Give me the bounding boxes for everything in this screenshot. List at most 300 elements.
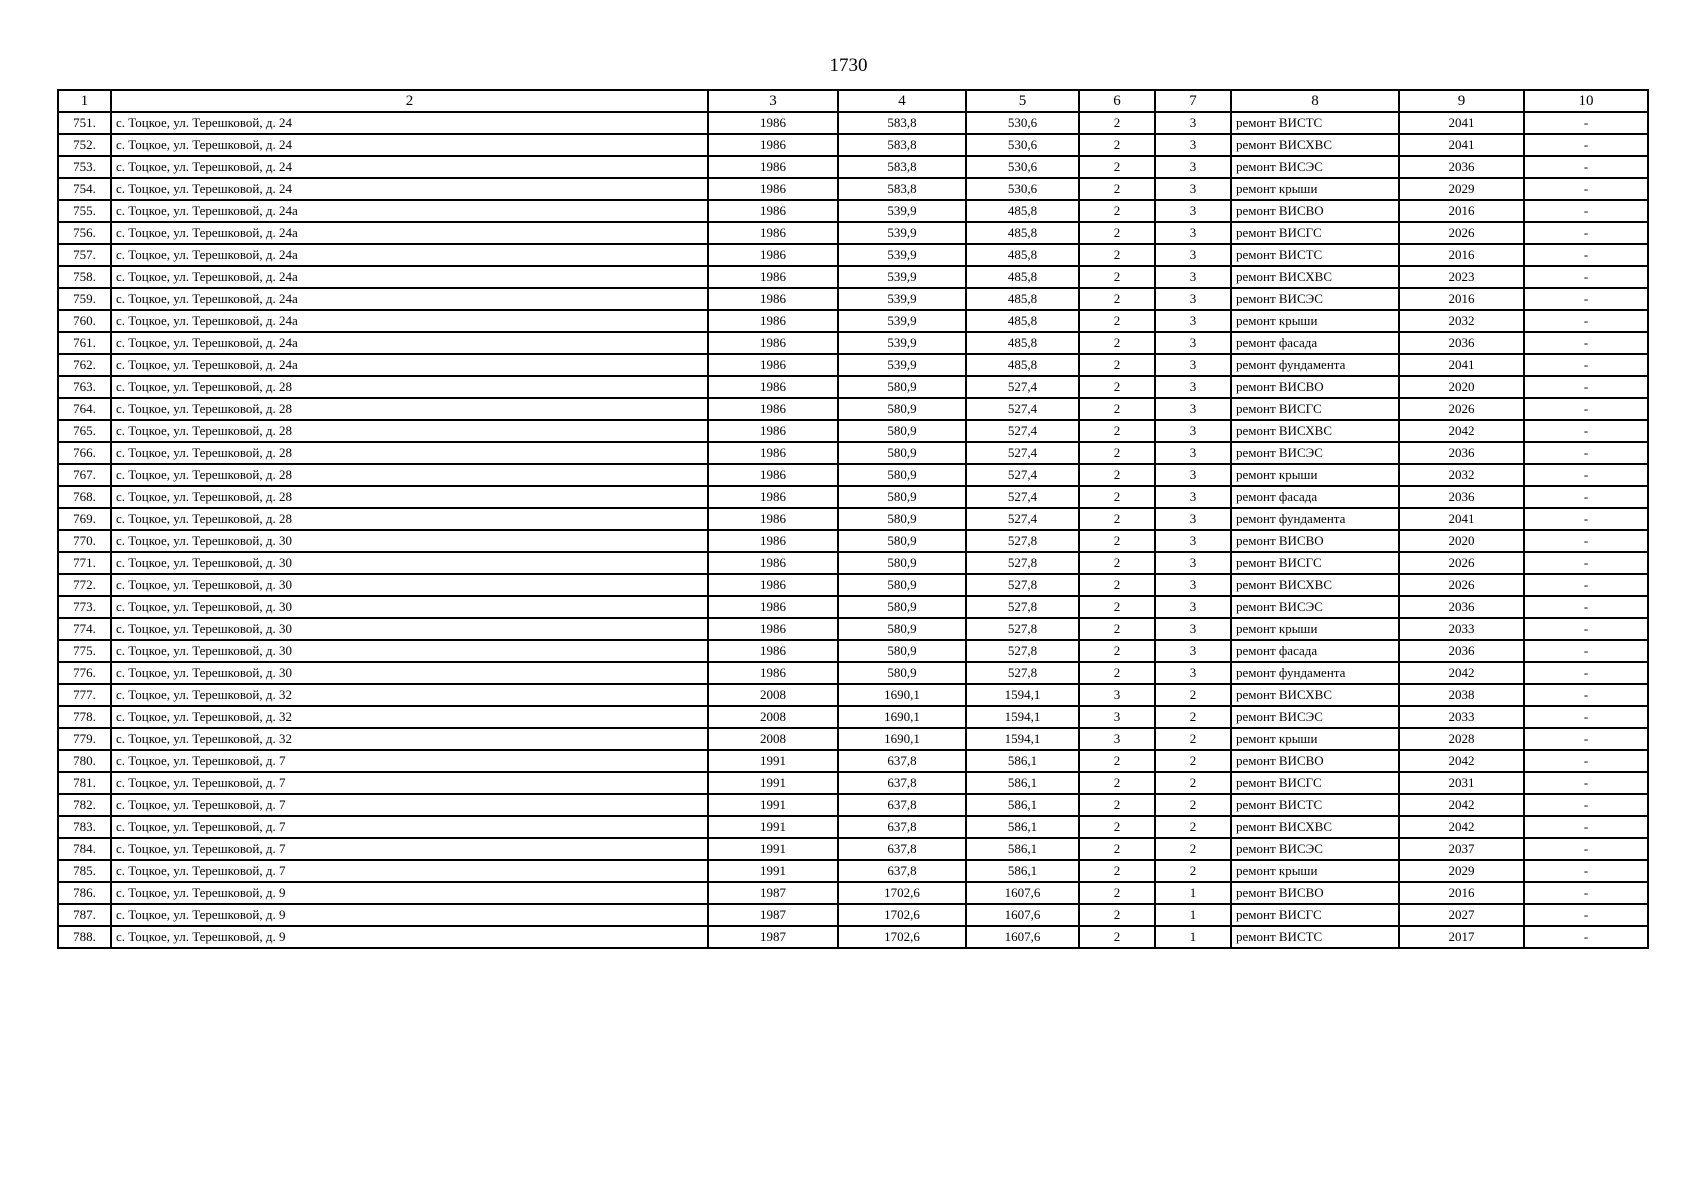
cell-floors: 2 — [1079, 530, 1155, 552]
cell-address: с. Тоцкое, ул. Терешковой, д. 7 — [111, 838, 708, 860]
cell-total-area: 539,9 — [838, 332, 966, 354]
cell-floors: 2 — [1079, 860, 1155, 882]
cell-row-number: 783. — [58, 816, 111, 838]
cell-planned-year: 2042 — [1399, 420, 1524, 442]
cell-note: - — [1524, 266, 1648, 288]
cell-planned-year: 2036 — [1399, 640, 1524, 662]
cell-row-number: 767. — [58, 464, 111, 486]
cell-entrances: 3 — [1155, 222, 1231, 244]
cell-note: - — [1524, 926, 1648, 948]
table-row — [58, 574, 1648, 596]
cell-entrances: 3 — [1155, 244, 1231, 266]
cell-year-built: 1986 — [708, 332, 838, 354]
cell-note: - — [1524, 662, 1648, 684]
cell-row-number: 775. — [58, 640, 111, 662]
cell-row-number: 776. — [58, 662, 111, 684]
cell-address: с. Тоцкое, ул. Терешковой, д. 28 — [111, 442, 708, 464]
cell-address: с. Тоцкое, ул. Терешковой, д. 28 — [111, 508, 708, 530]
cell-planned-year: 2033 — [1399, 706, 1524, 728]
cell-year-built: 1986 — [708, 662, 838, 684]
cell-address: с. Тоцкое, ул. Терешковой, д. 30 — [111, 596, 708, 618]
table-row — [58, 640, 1648, 662]
cell-floors: 2 — [1079, 442, 1155, 464]
cell-work-type: ремонт ВИСТС — [1231, 244, 1399, 266]
cell-year-built: 1986 — [708, 398, 838, 420]
cell-floors: 2 — [1079, 222, 1155, 244]
cell-row-number: 765. — [58, 420, 111, 442]
cell-living-area: 485,8 — [966, 200, 1079, 222]
column-header-3: 3 — [708, 90, 838, 112]
cell-entrances: 3 — [1155, 398, 1231, 420]
cell-address: с. Тоцкое, ул. Терешковой, д. 28 — [111, 420, 708, 442]
cell-year-built: 1987 — [708, 882, 838, 904]
cell-entrances: 2 — [1155, 794, 1231, 816]
cell-planned-year: 2027 — [1399, 904, 1524, 926]
cell-living-area: 530,6 — [966, 112, 1079, 134]
cell-row-number: 770. — [58, 530, 111, 552]
cell-row-number: 781. — [58, 772, 111, 794]
cell-entrances: 3 — [1155, 618, 1231, 640]
register-table — [57, 89, 1649, 949]
cell-row-number: 782. — [58, 794, 111, 816]
cell-total-area: 539,9 — [838, 244, 966, 266]
cell-year-built: 1986 — [708, 574, 838, 596]
table-row — [58, 552, 1648, 574]
cell-planned-year: 2041 — [1399, 134, 1524, 156]
cell-work-type: ремонт ВИСЭС — [1231, 288, 1399, 310]
page-number: 1730 — [829, 55, 868, 76]
cell-total-area: 580,9 — [838, 464, 966, 486]
cell-total-area: 539,9 — [838, 354, 966, 376]
cell-planned-year: 2041 — [1399, 508, 1524, 530]
table-row — [58, 266, 1648, 288]
cell-row-number: 760. — [58, 310, 111, 332]
table-row — [58, 838, 1648, 860]
cell-planned-year: 2017 — [1399, 926, 1524, 948]
cell-total-area: 539,9 — [838, 266, 966, 288]
cell-floors: 3 — [1079, 684, 1155, 706]
cell-note: - — [1524, 112, 1648, 134]
cell-floors: 2 — [1079, 816, 1155, 838]
cell-work-type: ремонт ВИСТС — [1231, 926, 1399, 948]
cell-row-number: 780. — [58, 750, 111, 772]
cell-entrances: 3 — [1155, 112, 1231, 134]
cell-note: - — [1524, 442, 1648, 464]
cell-year-built: 2008 — [708, 706, 838, 728]
cell-living-area: 586,1 — [966, 772, 1079, 794]
cell-total-area: 1690,1 — [838, 728, 966, 750]
cell-year-built: 1986 — [708, 376, 838, 398]
cell-entrances: 3 — [1155, 156, 1231, 178]
cell-row-number: 759. — [58, 288, 111, 310]
cell-work-type: ремонт крыши — [1231, 728, 1399, 750]
table-row — [58, 816, 1648, 838]
cell-note: - — [1524, 684, 1648, 706]
cell-total-area: 580,9 — [838, 442, 966, 464]
cell-planned-year: 2016 — [1399, 288, 1524, 310]
cell-planned-year: 2016 — [1399, 244, 1524, 266]
cell-work-type: ремонт крыши — [1231, 618, 1399, 640]
column-header-2: 2 — [111, 90, 708, 112]
cell-entrances: 3 — [1155, 266, 1231, 288]
table-row — [58, 222, 1648, 244]
cell-work-type: ремонт ВИСТС — [1231, 794, 1399, 816]
cell-total-area: 580,9 — [838, 574, 966, 596]
cell-year-built: 1986 — [708, 112, 838, 134]
cell-entrances: 2 — [1155, 772, 1231, 794]
cell-note: - — [1524, 882, 1648, 904]
cell-total-area: 580,9 — [838, 486, 966, 508]
table-row — [58, 596, 1648, 618]
cell-note: - — [1524, 156, 1648, 178]
table-row — [58, 486, 1648, 508]
column-header-1: 1 — [58, 90, 111, 112]
cell-planned-year: 2033 — [1399, 618, 1524, 640]
cell-year-built: 1986 — [708, 420, 838, 442]
column-header-10: 10 — [1524, 90, 1648, 112]
cell-address: с. Тоцкое, ул. Терешковой, д. 32 — [111, 706, 708, 728]
cell-row-number: 772. — [58, 574, 111, 596]
table-row — [58, 860, 1648, 882]
cell-floors: 2 — [1079, 354, 1155, 376]
cell-address: с. Тоцкое, ул. Терешковой, д. 24 — [111, 134, 708, 156]
cell-living-area: 527,4 — [966, 376, 1079, 398]
table-row — [58, 794, 1648, 816]
cell-entrances: 3 — [1155, 178, 1231, 200]
cell-planned-year: 2037 — [1399, 838, 1524, 860]
cell-note: - — [1524, 332, 1648, 354]
cell-floors: 2 — [1079, 178, 1155, 200]
cell-floors: 2 — [1079, 882, 1155, 904]
cell-row-number: 766. — [58, 442, 111, 464]
cell-year-built: 1986 — [708, 442, 838, 464]
cell-total-area: 580,9 — [838, 552, 966, 574]
cell-living-area: 586,1 — [966, 794, 1079, 816]
cell-living-area: 527,8 — [966, 618, 1079, 640]
table-row — [58, 772, 1648, 794]
cell-note: - — [1524, 310, 1648, 332]
table-row — [58, 530, 1648, 552]
cell-living-area: 485,8 — [966, 332, 1079, 354]
cell-living-area: 1594,1 — [966, 684, 1079, 706]
cell-year-built: 1991 — [708, 816, 838, 838]
cell-total-area: 580,9 — [838, 530, 966, 552]
cell-address: с. Тоцкое, ул. Терешковой, д. 9 — [111, 904, 708, 926]
cell-planned-year: 2036 — [1399, 332, 1524, 354]
cell-row-number: 752. — [58, 134, 111, 156]
cell-planned-year: 2038 — [1399, 684, 1524, 706]
cell-work-type: ремонт ВИСВО — [1231, 882, 1399, 904]
cell-planned-year: 2029 — [1399, 860, 1524, 882]
cell-living-area: 586,1 — [966, 860, 1079, 882]
cell-row-number: 756. — [58, 222, 111, 244]
cell-row-number: 755. — [58, 200, 111, 222]
cell-entrances: 2 — [1155, 838, 1231, 860]
cell-work-type: ремонт ВИСЭС — [1231, 442, 1399, 464]
cell-year-built: 1986 — [708, 354, 838, 376]
cell-note: - — [1524, 640, 1648, 662]
cell-note: - — [1524, 838, 1648, 860]
cell-planned-year: 2020 — [1399, 530, 1524, 552]
cell-address: с. Тоцкое, ул. Терешковой, д. 24 — [111, 156, 708, 178]
cell-total-area: 583,8 — [838, 112, 966, 134]
cell-living-area: 485,8 — [966, 222, 1079, 244]
cell-year-built: 1986 — [708, 508, 838, 530]
cell-year-built: 1986 — [708, 310, 838, 332]
table-row — [58, 750, 1648, 772]
cell-note: - — [1524, 464, 1648, 486]
cell-work-type: ремонт крыши — [1231, 464, 1399, 486]
cell-note: - — [1524, 222, 1648, 244]
cell-note: - — [1524, 178, 1648, 200]
cell-address: с. Тоцкое, ул. Терешковой, д. 28 — [111, 464, 708, 486]
cell-row-number: 768. — [58, 486, 111, 508]
cell-planned-year: 2020 — [1399, 376, 1524, 398]
cell-living-area: 527,4 — [966, 486, 1079, 508]
cell-work-type: ремонт крыши — [1231, 310, 1399, 332]
cell-work-type: ремонт ВИСВО — [1231, 376, 1399, 398]
cell-address: с. Тоцкое, ул. Терешковой, д. 9 — [111, 926, 708, 948]
table-row — [58, 112, 1648, 134]
cell-entrances: 3 — [1155, 420, 1231, 442]
cell-living-area: 586,1 — [966, 750, 1079, 772]
cell-floors: 2 — [1079, 266, 1155, 288]
cell-row-number: 757. — [58, 244, 111, 266]
cell-total-area: 637,8 — [838, 750, 966, 772]
cell-living-area: 530,6 — [966, 134, 1079, 156]
cell-living-area: 527,8 — [966, 574, 1079, 596]
cell-planned-year: 2032 — [1399, 310, 1524, 332]
cell-address: с. Тоцкое, ул. Терешковой, д. 28 — [111, 376, 708, 398]
cell-year-built: 1991 — [708, 750, 838, 772]
cell-floors: 2 — [1079, 332, 1155, 354]
table-row — [58, 420, 1648, 442]
table-row — [58, 398, 1648, 420]
cell-work-type: ремонт фасада — [1231, 640, 1399, 662]
cell-total-area: 539,9 — [838, 200, 966, 222]
cell-floors: 2 — [1079, 640, 1155, 662]
cell-living-area: 527,8 — [966, 640, 1079, 662]
cell-entrances: 1 — [1155, 926, 1231, 948]
cell-address: с. Тоцкое, ул. Терешковой, д. 24а — [111, 288, 708, 310]
cell-address: с. Тоцкое, ул. Терешковой, д. 24а — [111, 266, 708, 288]
cell-note: - — [1524, 508, 1648, 530]
cell-floors: 3 — [1079, 706, 1155, 728]
table-header-row — [58, 90, 1648, 112]
cell-planned-year: 2036 — [1399, 596, 1524, 618]
cell-total-area: 539,9 — [838, 222, 966, 244]
cell-note: - — [1524, 420, 1648, 442]
cell-note: - — [1524, 772, 1648, 794]
cell-living-area: 527,8 — [966, 596, 1079, 618]
cell-work-type: ремонт фундамента — [1231, 354, 1399, 376]
cell-year-built: 1991 — [708, 860, 838, 882]
cell-address: с. Тоцкое, ул. Терешковой, д. 7 — [111, 816, 708, 838]
cell-floors: 2 — [1079, 244, 1155, 266]
cell-year-built: 1991 — [708, 794, 838, 816]
cell-living-area: 485,8 — [966, 354, 1079, 376]
cell-planned-year: 2023 — [1399, 266, 1524, 288]
cell-note: - — [1524, 530, 1648, 552]
cell-floors: 2 — [1079, 750, 1155, 772]
cell-planned-year: 2042 — [1399, 816, 1524, 838]
cell-year-built: 1986 — [708, 288, 838, 310]
table-row — [58, 882, 1648, 904]
cell-floors: 2 — [1079, 486, 1155, 508]
cell-entrances: 3 — [1155, 288, 1231, 310]
cell-floors: 2 — [1079, 552, 1155, 574]
cell-address: с. Тоцкое, ул. Терешковой, д. 30 — [111, 574, 708, 596]
cell-entrances: 3 — [1155, 442, 1231, 464]
cell-note: - — [1524, 376, 1648, 398]
cell-year-built: 1991 — [708, 772, 838, 794]
cell-entrances: 1 — [1155, 882, 1231, 904]
cell-address: с. Тоцкое, ул. Терешковой, д. 7 — [111, 794, 708, 816]
cell-row-number: 784. — [58, 838, 111, 860]
cell-floors: 2 — [1079, 926, 1155, 948]
cell-total-area: 580,9 — [838, 662, 966, 684]
table-row — [58, 332, 1648, 354]
cell-floors: 2 — [1079, 618, 1155, 640]
cell-planned-year: 2028 — [1399, 728, 1524, 750]
cell-address: с. Тоцкое, ул. Терешковой, д. 30 — [111, 662, 708, 684]
cell-row-number: 758. — [58, 266, 111, 288]
cell-floors: 2 — [1079, 904, 1155, 926]
cell-floors: 2 — [1079, 838, 1155, 860]
table-row — [58, 354, 1648, 376]
cell-work-type: ремонт ВИСГС — [1231, 772, 1399, 794]
cell-entrances: 3 — [1155, 376, 1231, 398]
cell-total-area: 637,8 — [838, 772, 966, 794]
cell-address: с. Тоцкое, ул. Терешковой, д. 9 — [111, 882, 708, 904]
cell-floors: 2 — [1079, 134, 1155, 156]
cell-address: с. Тоцкое, ул. Терешковой, д. 28 — [111, 486, 708, 508]
cell-work-type: ремонт ВИСГС — [1231, 222, 1399, 244]
cell-address: с. Тоцкое, ул. Терешковой, д. 24а — [111, 200, 708, 222]
table-row — [58, 156, 1648, 178]
cell-row-number: 761. — [58, 332, 111, 354]
cell-floors: 2 — [1079, 574, 1155, 596]
cell-planned-year: 2036 — [1399, 442, 1524, 464]
cell-floors: 2 — [1079, 310, 1155, 332]
cell-planned-year: 2026 — [1399, 574, 1524, 596]
cell-planned-year: 2042 — [1399, 794, 1524, 816]
cell-entrances: 3 — [1155, 552, 1231, 574]
cell-living-area: 485,8 — [966, 266, 1079, 288]
column-header-5: 5 — [966, 90, 1079, 112]
cell-note: - — [1524, 750, 1648, 772]
column-header-9: 9 — [1399, 90, 1524, 112]
cell-row-number: 779. — [58, 728, 111, 750]
table-body — [58, 112, 1648, 948]
cell-work-type: ремонт ВИСГС — [1231, 552, 1399, 574]
cell-address: с. Тоцкое, ул. Терешковой, д. 7 — [111, 860, 708, 882]
cell-total-area: 580,9 — [838, 420, 966, 442]
cell-living-area: 1594,1 — [966, 706, 1079, 728]
cell-total-area: 1690,1 — [838, 706, 966, 728]
cell-work-type: ремонт фундамента — [1231, 508, 1399, 530]
cell-year-built: 1987 — [708, 904, 838, 926]
table-row — [58, 442, 1648, 464]
cell-note: - — [1524, 706, 1648, 728]
cell-living-area: 586,1 — [966, 838, 1079, 860]
cell-year-built: 1986 — [708, 530, 838, 552]
cell-entrances: 3 — [1155, 530, 1231, 552]
cell-work-type: ремонт ВИСВО — [1231, 750, 1399, 772]
cell-total-area: 1702,6 — [838, 926, 966, 948]
cell-floors: 2 — [1079, 420, 1155, 442]
cell-entrances: 2 — [1155, 816, 1231, 838]
cell-entrances: 3 — [1155, 640, 1231, 662]
table-row — [58, 376, 1648, 398]
cell-address: с. Тоцкое, ул. Терешковой, д. 7 — [111, 750, 708, 772]
cell-year-built: 2008 — [708, 684, 838, 706]
cell-note: - — [1524, 552, 1648, 574]
cell-entrances: 2 — [1155, 860, 1231, 882]
cell-row-number: 773. — [58, 596, 111, 618]
cell-address: с. Тоцкое, ул. Терешковой, д. 24а — [111, 222, 708, 244]
cell-entrances: 3 — [1155, 200, 1231, 222]
cell-work-type: ремонт фасада — [1231, 486, 1399, 508]
cell-work-type: ремонт ВИСВО — [1231, 530, 1399, 552]
cell-entrances: 2 — [1155, 684, 1231, 706]
cell-planned-year: 2041 — [1399, 112, 1524, 134]
cell-note: - — [1524, 574, 1648, 596]
cell-entrances: 3 — [1155, 310, 1231, 332]
cell-year-built: 1986 — [708, 156, 838, 178]
cell-address: с. Тоцкое, ул. Терешковой, д. 24а — [111, 310, 708, 332]
cell-planned-year: 2032 — [1399, 464, 1524, 486]
table-row — [58, 508, 1648, 530]
cell-living-area: 530,6 — [966, 178, 1079, 200]
cell-planned-year: 2016 — [1399, 882, 1524, 904]
cell-floors: 2 — [1079, 794, 1155, 816]
table-row — [58, 618, 1648, 640]
cell-work-type: ремонт ВИСВО — [1231, 200, 1399, 222]
cell-year-built: 1986 — [708, 266, 838, 288]
cell-floors: 2 — [1079, 772, 1155, 794]
cell-living-area: 527,8 — [966, 530, 1079, 552]
cell-total-area: 580,9 — [838, 618, 966, 640]
cell-floors: 2 — [1079, 596, 1155, 618]
cell-row-number: 751. — [58, 112, 111, 134]
cell-planned-year: 2026 — [1399, 398, 1524, 420]
cell-year-built: 1987 — [708, 926, 838, 948]
cell-work-type: ремонт ВИСЭС — [1231, 838, 1399, 860]
cell-living-area: 1594,1 — [966, 728, 1079, 750]
cell-entrances: 3 — [1155, 464, 1231, 486]
cell-row-number: 771. — [58, 552, 111, 574]
cell-row-number: 764. — [58, 398, 111, 420]
cell-year-built: 2008 — [708, 728, 838, 750]
cell-floors: 2 — [1079, 508, 1155, 530]
cell-year-built: 1986 — [708, 640, 838, 662]
cell-planned-year: 2026 — [1399, 222, 1524, 244]
cell-note: - — [1524, 398, 1648, 420]
cell-living-area: 485,8 — [966, 288, 1079, 310]
cell-year-built: 1986 — [708, 244, 838, 266]
cell-address: с. Тоцкое, ул. Терешковой, д. 28 — [111, 398, 708, 420]
table-row — [58, 728, 1648, 750]
table-row — [58, 926, 1648, 948]
cell-total-area: 1702,6 — [838, 882, 966, 904]
cell-note: - — [1524, 486, 1648, 508]
cell-row-number: 763. — [58, 376, 111, 398]
cell-note: - — [1524, 816, 1648, 838]
cell-planned-year: 2041 — [1399, 354, 1524, 376]
table-row — [58, 310, 1648, 332]
cell-row-number: 785. — [58, 860, 111, 882]
